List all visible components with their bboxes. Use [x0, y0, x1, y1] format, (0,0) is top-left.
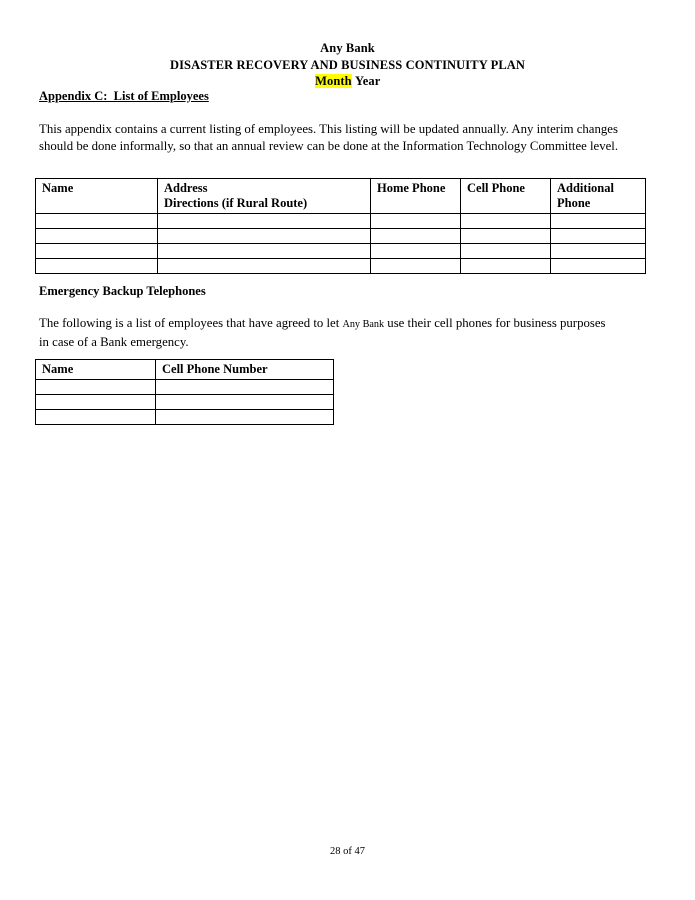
backup-paragraph-after: use their cell phones for business purposes in case of a Bank emergency. — [39, 316, 606, 349]
cell-additional-phone[interactable] — [551, 244, 646, 259]
cell-address[interactable] — [158, 259, 371, 274]
table-row[interactable] — [36, 410, 334, 425]
column-header-label: Home Phone — [377, 181, 446, 195]
table-row[interactable] — [36, 244, 646, 259]
cell-additional-phone[interactable] — [551, 259, 646, 274]
column-header-label: Address — [164, 181, 208, 195]
column-header-name — [36, 179, 158, 214]
column-header-label: Cell Phone — [467, 181, 525, 195]
cell-cell-phone[interactable] — [461, 214, 551, 229]
cell-address[interactable] — [158, 244, 371, 259]
header-title: DISASTER RECOVERY AND BUSINESS CONTINUITY PLAN — [169, 57, 526, 72]
cell-home-phone[interactable] — [371, 229, 461, 244]
cell-address[interactable] — [158, 214, 371, 229]
cell-home-phone[interactable] — [371, 244, 461, 259]
header-date-month: Month — [315, 74, 352, 88]
table-row[interactable] — [36, 395, 334, 410]
table-header-row — [36, 360, 334, 380]
page-number: 28 of 47 — [330, 846, 365, 857]
cell-name[interactable] — [36, 395, 156, 410]
table-row[interactable] — [36, 380, 334, 395]
backup-paragraph-before: The following is a list of employees that have agreed to let — [39, 316, 343, 330]
column-header-cell-phone — [461, 179, 551, 214]
cell-additional-phone[interactable] — [551, 229, 646, 244]
backup-paragraph-company: Any Bank — [342, 319, 385, 330]
document-header — [0, 40, 695, 90]
intro-paragraph: This appendix contains a current listing of employees. This listing will be updated annually. Any interim changes should be done informally, so that an annual review can be done at the Information Technology Committee level. — [39, 122, 619, 153]
cell-cell-phone-number[interactable] — [156, 395, 334, 410]
column-header-name: Name — [36, 360, 156, 380]
cell-name[interactable] — [36, 410, 156, 425]
cell-cell-phone-number[interactable] — [156, 380, 334, 395]
page-footer — [0, 846, 695, 857]
cell-address[interactable] — [158, 229, 371, 244]
backup-paragraph — [39, 315, 609, 350]
column-header-home-phone — [371, 179, 461, 214]
column-header-additional-phone — [551, 179, 646, 214]
column-header-sublabel: Directions (if Rural Route) — [164, 196, 308, 210]
column-header-label: Name — [42, 181, 74, 195]
cell-home-phone[interactable] — [371, 214, 461, 229]
cell-additional-phone[interactable] — [551, 214, 646, 229]
cell-name[interactable] — [36, 214, 158, 229]
cell-cell-phone[interactable] — [461, 229, 551, 244]
table-header-row — [36, 179, 646, 214]
header-date — [0, 73, 695, 90]
cell-home-phone[interactable] — [371, 259, 461, 274]
header-date-year: Year — [355, 74, 381, 88]
backup-phones-table — [35, 359, 334, 425]
cell-name[interactable] — [36, 229, 158, 244]
cell-cell-phone[interactable] — [461, 244, 551, 259]
cell-name[interactable] — [36, 244, 158, 259]
cell-name[interactable] — [36, 259, 158, 274]
table-row[interactable] — [36, 259, 646, 274]
section-heading-emergency-backup: Emergency Backup Telephones — [39, 284, 206, 298]
appendix-heading: Appendix C: List of Employees — [39, 89, 209, 103]
table-row[interactable] — [36, 229, 646, 244]
cell-cell-phone-number[interactable] — [156, 410, 334, 425]
header-company: Any Bank — [320, 41, 375, 55]
table-row[interactable] — [36, 214, 646, 229]
column-header-sublabel: Phone — [557, 196, 591, 210]
column-header-cell-phone-number: Cell Phone Number — [156, 360, 334, 380]
column-header-address — [158, 179, 371, 214]
cell-name[interactable] — [36, 380, 156, 395]
column-header-label: Additional — [557, 181, 614, 195]
employees-table — [35, 178, 646, 274]
cell-cell-phone[interactable] — [461, 259, 551, 274]
